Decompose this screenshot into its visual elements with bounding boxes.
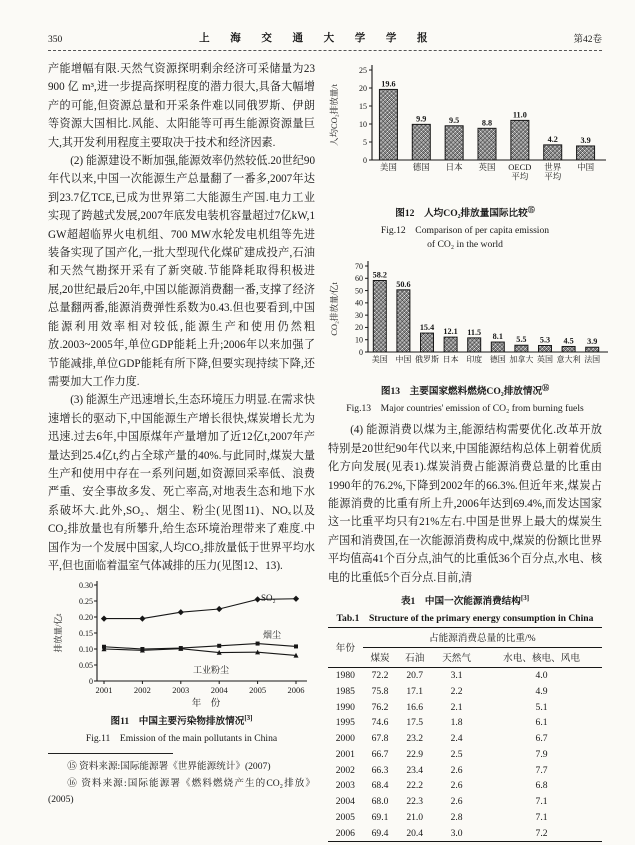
fig12-caption-en-line2: of CO₂ in the world (427, 239, 503, 251)
svg-text:50.6: 50.6 (396, 280, 411, 290)
svg-text:SO₂: SO₂ (260, 593, 276, 604)
svg-text:人均CO₂排放量/t: 人均CO₂排放量/t (329, 84, 339, 146)
svg-text:0.30: 0.30 (78, 581, 93, 591)
svg-text:3.9: 3.9 (587, 337, 598, 347)
svg-text:英国: 英国 (478, 162, 496, 172)
svg-text:0.25: 0.25 (78, 597, 93, 607)
svg-text:法国: 法国 (584, 355, 601, 365)
svg-text:20: 20 (355, 323, 363, 333)
two-column-body (48, 60, 602, 842)
svg-text:0.05: 0.05 (78, 661, 93, 671)
svg-text:中国: 中国 (395, 355, 412, 365)
table-row: 2006 69.4 20.4 3.0 7.2 (335, 827, 548, 839)
fig12-caption-zh: 图12 人均CO₂排放量国际比较⑮ (395, 206, 535, 220)
fig13-caption-zh: 图13 主要国家燃料燃烧CO₂排放情况⑯ (380, 384, 550, 398)
tab1-caption-zh: 表1 中国一次能源消费结构[3] (400, 593, 530, 608)
svg-text:德国: 德国 (412, 162, 430, 172)
table-row: 2001 66.7 22.9 2.5 7.9 (335, 748, 548, 760)
table-row: 1980 72.2 20.7 3.1 4.0 (335, 669, 548, 681)
figure-13 (328, 258, 602, 414)
svg-text:0: 0 (359, 347, 363, 357)
svg-text:工业粉尘: 工业粉尘 (192, 665, 229, 676)
svg-text:年 份: 年 份 (191, 699, 220, 710)
svg-text:俄罗斯: 俄罗斯 (415, 355, 439, 365)
svg-text:15: 15 (359, 101, 367, 111)
table-header-gas: 天然气 (432, 647, 481, 667)
figure-11 (48, 579, 315, 744)
fig13-caption-en: Fig.13 Major countries' emission of CO₂ from burning fuels (346, 403, 584, 415)
svg-text:5.5: 5.5 (516, 335, 527, 345)
svg-text:30: 30 (355, 311, 363, 321)
svg-text:日本: 日本 (445, 162, 463, 172)
table-header-coal: 煤炭 (363, 647, 398, 667)
svg-text:8.8: 8.8 (481, 118, 493, 128)
paragraph-gas-resources: 产能增幅有限.天然气资源探明剩余经济可采储量为23 900 亿 m³,进一步提高探明程度的潜力很大,具备大幅增产的可能,但资源总量和开采条件难以同俄罗斯、伊朗等资源大国相比.风能、太阳能等可再生能源资源量巨大,其开发利用程度主要取决于技术和经济因素. (48, 63, 315, 149)
right-column (328, 60, 602, 842)
svg-text:2001: 2001 (95, 685, 112, 696)
journal-title: 上 海 交 通 大 学 学 报 (199, 33, 437, 44)
svg-text:4.2: 4.2 (547, 134, 558, 144)
table-row: 2000 67.8 23.2 2.4 6.7 (335, 733, 548, 745)
svg-text:50: 50 (355, 286, 363, 296)
tab1-caption-ref: [3] (520, 593, 530, 602)
svg-text:58.2: 58.2 (372, 270, 387, 280)
svg-text:印度: 印度 (466, 355, 483, 365)
fig11-caption-ref: [3] (244, 714, 253, 723)
table-header-span: 占能源消费总量的比重/% (363, 628, 602, 648)
svg-text:70: 70 (355, 261, 363, 271)
svg-text:世界: 世界 (544, 162, 562, 172)
footnote-15: ⑮ 资料来源:国际能源署《世界能源统计》(2007) (67, 761, 271, 773)
paragraph-energy-construction: (2) 能源建设不断加强,能源效率仍然较低.20世纪90年代以来,中国一次能源生产总量翻了一番多,2007年达到23.7亿TCE,已成为世界第二大能源生产国.电力工业实现了跨越式发展,2007年底发电装机容量超过7亿kW,1 GW超超临界火电机组、700 MW水轮发电机组等先进装备实现了国产化,一批大型现代化煤矿建成投产,石油和天然气勘探开采有了新突破.节能降耗取得积极进展,20世纪最后20年,中国以能源消费翻一番,支撑了经济总量翻两番,能源消费弹性系数为0.43.但也要看到,中国能源利用效率相对较低,能源生产和使用仍然粗放.2003~2005年,单位GDP能耗上升;2006年以来加强了节能减排,单位GDP能耗有所下降,但要实现持续下降,还需要加大工作力度. (48, 155, 315, 388)
figure-12 (328, 60, 602, 250)
svg-text:CO₂排放量/亿t: CO₂排放量/亿t (329, 282, 339, 336)
paragraph-coal-consumption: (4) 能源消费以煤为主,能源结构需要优化.改革开放特别是20世纪90年代以来,中国能源结构总体上朝着优质化方向发展(见表1).煤炭消费占能源消费总量的比重由1990年的76.2%,下降到2002年的66.3%.但近年来,煤炭占能源消费的比重有所上升,2006年达到69.4%,而发达国家这一比重平均只有21%左右.中国是世界上最大的煤炭生产国和消费国,在一次能源消费构成中,煤炭的份额比世界平均值高41个百分点,油气的比重低36个百分点,水电、核电的比重低5个百分点.目前,清 (328, 424, 602, 584)
svg-text:OECD: OECD (508, 162, 532, 172)
footnotes (48, 753, 315, 809)
svg-text:美国: 美国 (371, 355, 388, 365)
svg-text:15.4: 15.4 (419, 323, 435, 333)
fig12-bar-chart (328, 60, 608, 202)
svg-text:5: 5 (363, 137, 367, 147)
svg-text:意大利: 意大利 (556, 355, 581, 365)
svg-text:0: 0 (88, 677, 93, 687)
fig12-caption-ref: ⑮ (527, 206, 535, 214)
table-row: 1995 74.6 17.5 1.8 6.1 (335, 717, 548, 729)
svg-text:2002: 2002 (133, 685, 151, 696)
volume-label: 第42卷 (573, 35, 602, 45)
svg-text:5.3: 5.3 (539, 335, 551, 345)
table-row: 2002 66.3 23.4 2.6 7.7 (335, 764, 548, 776)
footnote-rule (48, 753, 173, 754)
table-row: 2005 69.1 21.0 2.8 7.1 (335, 812, 548, 824)
svg-text:4.5: 4.5 (563, 336, 574, 346)
svg-text:0.20: 0.20 (78, 613, 93, 623)
svg-text:11.0: 11.0 (512, 110, 527, 120)
svg-text:8.1: 8.1 (492, 332, 503, 342)
energy-structure-table (328, 627, 602, 842)
table-row: 2003 68.4 22.2 2.6 6.8 (335, 780, 548, 792)
svg-text:11.5: 11.5 (467, 328, 482, 338)
fig11-line-chart (51, 579, 313, 710)
svg-text:25: 25 (359, 65, 367, 75)
svg-text:40: 40 (355, 298, 363, 308)
tab1-caption-en: Tab.1 Structure of the primary energy consumption in China (336, 613, 594, 625)
svg-text:9.9: 9.9 (416, 114, 427, 124)
svg-text:2003: 2003 (171, 685, 189, 696)
svg-text:烟尘: 烟尘 (262, 630, 281, 641)
svg-text:排放量/亿t: 排放量/亿t (52, 614, 63, 653)
table-row: 1985 75.8 17.1 2.2 4.9 (335, 685, 548, 697)
fig11-caption-en: Fig.11 Emission of the main pollutants in China (85, 733, 278, 745)
page-header (48, 30, 602, 51)
svg-text:60: 60 (355, 274, 363, 284)
svg-text:平均: 平均 (544, 171, 562, 182)
svg-text:0.15: 0.15 (78, 629, 93, 639)
svg-text:德国: 德国 (489, 355, 506, 365)
svg-text:19.6: 19.6 (381, 79, 396, 89)
svg-text:3.9: 3.9 (580, 135, 591, 145)
svg-text:日本: 日本 (442, 355, 459, 365)
paragraph-energy-production: (3) 能源生产迅速增长,生态环境压力明显.在需求快速增长的驱动下,中国能源生产增长很快,煤炭增长尤为迅速.过去6年,中国原煤年产量增加了近12亿t,2007年产量达到25.4亿t,约占全球产量的40%.与此同时,煤炭大量生产和使用中存在一系列问题,如资源回采率低、浪费严重、安全事故多发、死亡率高,对地表生态和地下水系破坏大.此外,SO₂、烟尘、粉尘(见图11)、NOₓ以及CO₂排放量也有所攀升,给生态环境治理带来了难度.中国作为一个发展中国家,人均CO₂排放量低于世界平均水平,但也面临着温室气体减排的压力(见图12、13). (48, 394, 315, 572)
page-number: 350 (48, 35, 63, 45)
table-header-hydro: 水电、核电、风电 (481, 647, 602, 667)
table-header-oil: 石油 (397, 647, 432, 667)
energy-table-body (328, 667, 602, 842)
svg-text:加拿大: 加拿大 (509, 355, 534, 365)
table-row: 2004 68.0 22.3 2.6 7.1 (335, 796, 548, 808)
svg-text:9.5: 9.5 (449, 115, 460, 125)
svg-text:2004: 2004 (210, 685, 228, 696)
fig13-bar-chart (328, 258, 608, 380)
svg-text:中国: 中国 (577, 162, 595, 172)
svg-text:0: 0 (363, 155, 367, 165)
svg-text:2006: 2006 (287, 685, 304, 696)
left-column (48, 60, 315, 842)
table-header-year: 年份 (328, 628, 363, 668)
svg-text:美国: 美国 (379, 162, 397, 172)
fig12-caption-en-line1: Fig.12 Comparison of per capita emission (380, 225, 550, 237)
svg-text:10: 10 (355, 335, 363, 345)
fig11-caption-zh: 图11 中国主要污染物排放情况[3] (110, 714, 253, 728)
table-row: 1990 76.2 16.6 2.1 5.1 (335, 701, 548, 713)
svg-text:20: 20 (359, 83, 367, 93)
svg-text:12.1: 12.1 (443, 327, 458, 337)
fig13-caption-ref: ⑯ (542, 384, 550, 393)
svg-text:10: 10 (359, 119, 367, 129)
svg-text:英国: 英国 (537, 355, 553, 365)
footnote-16: ⑯ 资料来源:国际能源署《燃料燃烧产生的CO₂排放》(2005) (48, 777, 315, 806)
table-1 (328, 593, 602, 842)
svg-text:2005: 2005 (248, 685, 266, 696)
svg-text:平均: 平均 (511, 171, 529, 182)
svg-text:0.10: 0.10 (78, 645, 93, 655)
